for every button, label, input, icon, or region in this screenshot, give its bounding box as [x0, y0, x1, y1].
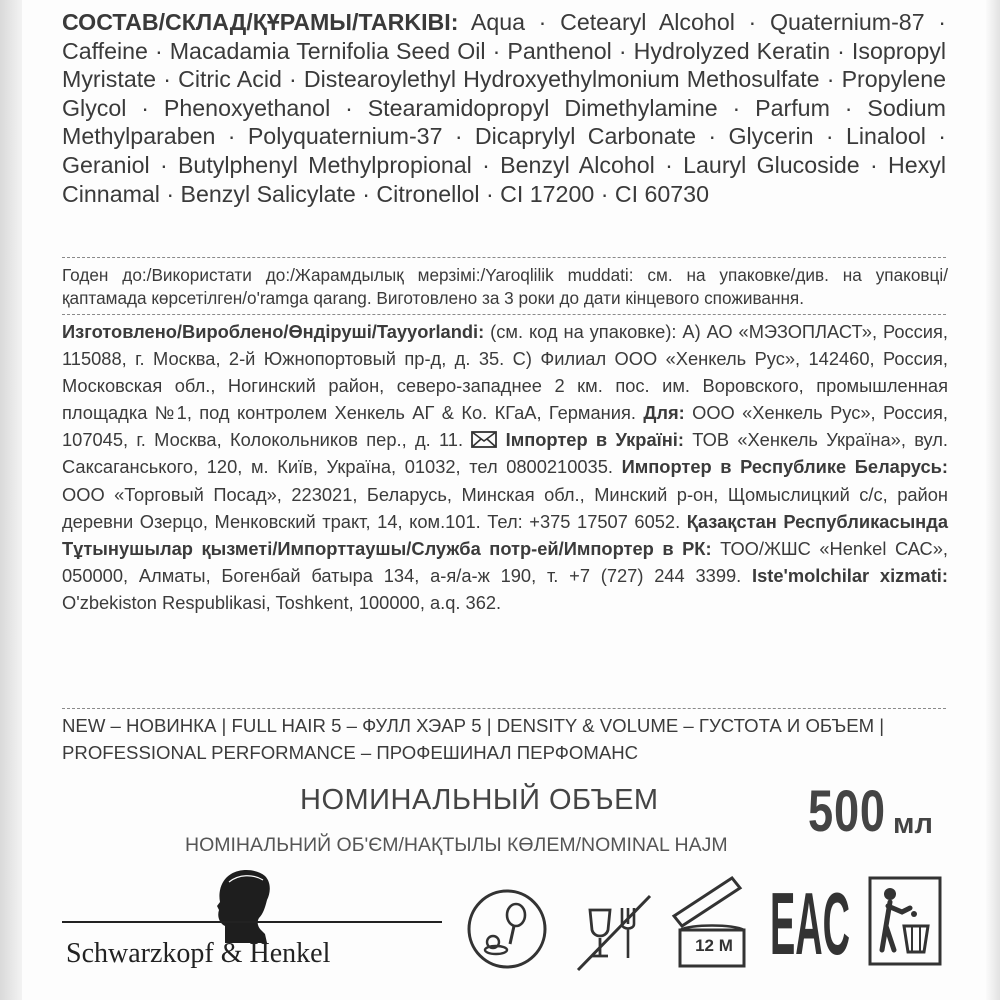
- label-edge-shadow-right: [986, 0, 1000, 1000]
- consumer-service-uz-heading: Iste'molchilar xizmati:: [752, 564, 948, 586]
- label-edge-shadow: [0, 0, 22, 1000]
- importer-kz-text: ТОО/ЖШС «Henkel САС», 050000, Алматы, Богенбай батыра 134, а-я/а-ж 190, т. +7 (727) 244 3399.: [62, 537, 948, 586]
- nominal-volume-label-translations: НОМІНАЛЬНИЙ ОБ'ЄМ/НАҚТЫЛЫ КӨЛЕМ/NOMINAL HAJM: [185, 834, 728, 856]
- divider: [62, 708, 946, 709]
- for-text: ООО «Хенкель Рус», Россия, 107045, г. Москва, Колокольников пер., д. 11.: [62, 402, 948, 451]
- consumer-service-uz-text: O'zbekiston Respublikasi, Toshkent, 100000, a.q. 362.: [62, 591, 502, 613]
- importer-by-text: ООО «Торговый Посад», 223021, Беларусь, Минская обл., Минский р-он, Щомыслицкий с/с, район деревни Озерцо, Менковский тракт, 14, ком.101. Тел: +375 17507 6052.: [62, 483, 948, 532]
- importer-by-heading: Импортер в Республике Беларусь:: [621, 456, 948, 478]
- brand-name: Schwarzkopf & Henkel: [66, 938, 331, 969]
- expiry-block: Годен до:/Використати до:/Жарамдылық мерзімі:/Yaroqlilik muddati: см. на упаковке/див. на упаковці/қаптамада көрсетілген/o'ramga qarang. Виготовлено за 3 роки до дати кінцевого споживання.: [62, 265, 948, 308]
- for-heading: Для:: [643, 402, 685, 424]
- nominal-volume-label: НОМИНАЛЬНЫЙ ОБЪЕМ: [300, 784, 659, 816]
- pao-label: 12 M: [695, 936, 733, 955]
- manufacturer-block: [62, 318, 948, 616]
- volume-unit: мл: [893, 808, 933, 840]
- brand-divider: [62, 921, 442, 923]
- manufacturer-text: (см. код на упаковке): А) АО «МЭЗОПЛАСТ», Россия, 115088, г. Москва, 2-й Южнопортовый пр-д, д. 35. С) Филиал ООО «Хенкель Рус», 142460, Россия, Московская обл., Ногинский район, северо-западнее 2 км. пос. им. Воровского, промышленная площадка №1, под контролем Хенкель АГ & Ко. КГаА, Германия.: [62, 321, 948, 424]
- importer-ua-text: ТОВ «Хенкель Україна», вул. Саксаганського, 120, м. Київ, Україна, 01032, тел 0800210035.: [62, 429, 948, 478]
- divider: [62, 314, 946, 315]
- envelope-icon: [471, 431, 497, 448]
- importer-ua-heading: Імпортер в Україні:: [497, 429, 684, 451]
- ingredients-block: [62, 8, 946, 208]
- tidyman-bin-icon: [868, 876, 942, 966]
- ingredients-heading: СОСТАВ/СКЛАД/ҚҰРАМЫ/TARKIBI:: [62, 9, 459, 35]
- ingredients-list: Aqua · Cetearyl Alcohol · Quaternium-87 · Caffeine · Macadamia Ternifolia Seed Oil · Panthenol · Hydrolyzed Keratin · Isopropyl Myristate · Citric Acid · Distearoylethyl Hydroxyethylmonium Methosulfate · Propylene Glycol · Phenoxyethanol · Stearamidopropyl Dimethylamine · Parfum · Sodium Methylparaben · Polyquaternium-37 · Dicaprylyl Carbonate · Glycerin · Linalool · Geraniol · Butylphenyl Methylpropional · Benzyl Alcohol · Lauryl Glucoside · Hexyl Cinnamal · Benzyl Salicylate · Citronellol · CI 17200 · CI 60730: [62, 9, 946, 207]
- eac-mark-text: EAC: [770, 874, 850, 973]
- product-claims: NEW – НОВИНКА | FULL HAIR 5 – ФУЛЛ ХЭАР 5 | DENSITY & VOLUME – ГУСТОТА И ОБЪЕМ | PROFESSIONAL PERFORMANCE – ПРОФЕШИНАЛ ПЕРФОМАНС: [62, 715, 885, 763]
- not-food-contact-icon: [568, 888, 658, 978]
- schwarzkopf-head-logo: [205, 868, 285, 944]
- cosmetic-jar-mirror-icon: [466, 888, 548, 970]
- divider: [62, 257, 946, 258]
- importer-kz-heading: Қазақстан Республикасында Тұтынушылар қызметі/Импорттаушы/Служба потр-ей/Импортер в РК:: [62, 510, 948, 559]
- eac-mark-icon: [770, 874, 854, 973]
- volume-value: 500: [808, 779, 886, 844]
- manufacturer-heading: Изготовлено/Вироблено/Өндіруші/Tayyorlandi:: [62, 321, 485, 342]
